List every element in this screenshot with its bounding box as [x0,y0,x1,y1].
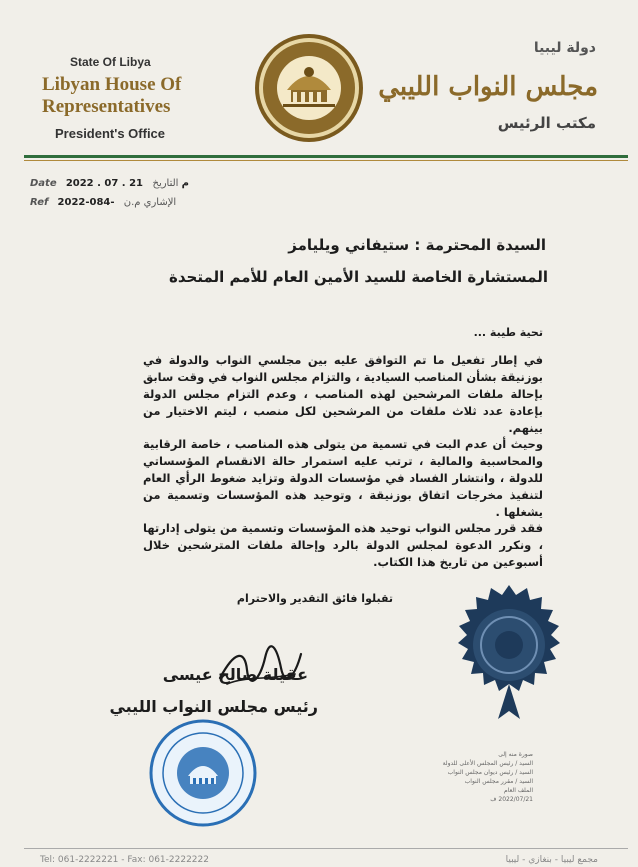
copies-heading: صورة منه إلى [498,751,533,758]
copies-line: السيد / مقرر مجلس النواب [464,778,533,785]
addressee-name: السيدة المحترمة : ستيفاني ويليامز [288,236,546,254]
date-value: 2022 . 07 . 21 م [65,178,189,189]
reference-label: Ref [30,197,49,208]
body-paragraph: وحيث أن عدم البت في تسمية من يتولى هذه المناصب ، خاصة الرقابية والمحاسبية والمالية ، ترتب عليه استمرار حالة الانقسام المؤسساتي للدولة ، وانتشار الفساد في مؤسسات الدولة وتزايد ضغوط الرأي العام لتنفيذ مخرجات اتفاق بوزنيقة ، وتوحيد هذه المؤسسات وتسمية من يشغلها . [143,437,543,519]
date-row [30,178,189,189]
copies-line: الملف العام [503,787,533,794]
header-gold-rule [24,160,628,161]
reference-row [30,197,176,208]
date-label-arabic: التاريخ [152,178,179,189]
signer-name: عقيلة صالح عيسى [162,665,308,684]
copies-to-block [413,750,533,804]
body-paragraph: في إطار تفعيل ما تم التوافق عليه بين مجلسي النواب والدولة في بوزنيقة بشأن المناصب السيادية ، والتزام مجلس النواب في وقت سابق بإحالة ملفات المرشحين لهذه المناصب ، وعدم التزام مجلس الدولة بإعادة عدد ثلاث ملفات من المرشحين لكل منصب ، ليتم الاختيار من بينهم. [143,353,543,435]
house-name-arabic: مجلس النواب الليبي [378,72,598,102]
house-name-english [42,74,181,118]
footer-address: مجمع ليبيا - بنغازي - ليبيا [505,855,598,865]
addressee-title: المستشارة الخاصة للسيد الأمين العام للأمم المتحدة [169,268,548,286]
reference-label-arabic: الإشاري م.ن [123,197,177,208]
greeting: تحية طيبة ... [473,326,543,339]
state-name-arabic: دولة ليبيا [533,40,596,56]
state-name-english: State Of Libya [70,55,151,69]
date-label: Date [30,178,57,189]
house-name-english-line1: Libyan House Of [42,74,182,95]
copies-line: 2022/07/21 ف [490,796,533,803]
house-name-english-line2: Representatives [42,96,171,117]
office-name-english: President's Office [55,126,166,141]
header-green-rule [24,155,628,158]
office-name-arabic: مكتب الرئيس [497,114,596,132]
copies-line: السيد / رئيس المجلس الأعلى للدولة [442,760,533,767]
signer-title: رئيس مجلس النواب الليبي [109,697,318,716]
reference-value: 2022-084- [57,197,115,208]
closing-salutation: تقبلوا فائق التقدير والاحترام [236,592,393,605]
footer-contact: Tel: 061-2222221 - Fax: 061-2222222 [40,855,209,865]
embossed-seal [440,583,578,721]
copies-line: السيد / رئيس ديوان مجلس النواب [447,769,533,776]
house-logo-emblem [253,32,365,144]
official-stamp [148,718,258,828]
body-paragraph: فقد قرر مجلس النواب توحيد هذه المؤسسات وتسمية من يتولى إدارتها ، ونكرر الدعوة لمجلس الدولة بالرد وإحالة ملفات المترشحين خلال أسبوعين من تاريخ هذا الكتاب. [143,521,543,569]
footer-rule [24,848,628,849]
